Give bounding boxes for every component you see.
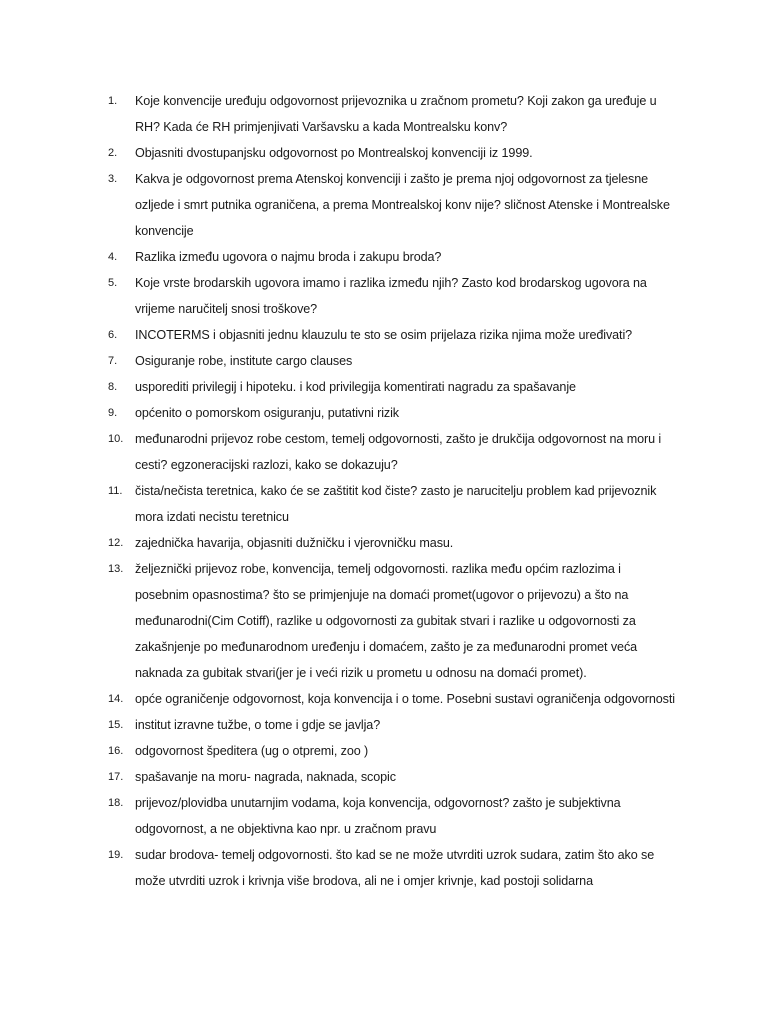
list-item <box>108 478 676 530</box>
item-number: 6. <box>108 329 118 341</box>
list-item <box>108 166 676 244</box>
item-number: 4. <box>108 251 118 263</box>
item-text: usporediti privilegij i hipoteku. i kod privilegija komentirati nagradu za spašavanje <box>135 380 576 394</box>
list-item <box>108 322 676 348</box>
item-number: 9. <box>108 407 118 419</box>
item-number: 10. <box>108 433 124 445</box>
item-text: spašavanje na moru- nagrada, naknada, scopic <box>135 770 396 784</box>
item-number: 11. <box>108 485 123 497</box>
item-number: 16. <box>108 745 124 757</box>
item-text: INCOTERMS i objasniti jednu klauzulu te sto se osim prijelaza rizika njima može uređivati? <box>135 328 633 342</box>
list-item <box>108 348 676 374</box>
item-text: institut izravne tužbe, o tome i gdje se javlja? <box>135 718 381 732</box>
item-text: međunarodni prijevoz robe cestom, temelj odgovornosti, zašto je drukčija odgovornost na moru i cesti? egzoneracijski razlozi, kako se dokazuju? <box>135 432 662 472</box>
item-text: Razlika između ugovora o najmu broda i zakupu broda? <box>135 250 442 264</box>
item-text: zajednička havarija, objasniti dužničku i vjerovničku masu. <box>135 536 454 550</box>
item-number: 15. <box>108 719 124 731</box>
item-text: sudar brodova- temelj odgovornosti. što kad se ne može utvrditi uzrok sudara, zatim što ako se može utvrditi uzrok i krivnja više brodova, ali ne i omjer krivnje, kad postoji solidarna <box>135 848 655 888</box>
item-text: Objasniti dvostupanjsku odgovornost po Montrealskoj konvenciji iz 1999. <box>135 146 533 160</box>
item-text: Osiguranje robe, institute cargo clauses <box>135 354 353 368</box>
item-text: odgovornost špeditera (ug o otpremi, zoo ) <box>135 744 369 758</box>
list-item <box>108 400 676 426</box>
list-item <box>108 738 676 764</box>
item-text: Koje konvencije uređuju odgovornost prijevoznika u zračnom prometu? Koji zakon ga uređuje u RH? Kada će RH primjenjivati Varšavsku a kada Montrealsku konv? <box>135 94 657 134</box>
item-number: 1. <box>108 95 118 107</box>
item-number: 14. <box>108 693 124 705</box>
list-item <box>108 140 676 166</box>
item-number: 2. <box>108 147 118 159</box>
item-text: Koje vrste brodarskih ugovora imamo i razlika između njih? Zasto kod brodarskog ugovora na vrijeme naručitelj snosi troškove? <box>135 276 647 316</box>
list-item <box>108 270 676 322</box>
item-number: 8. <box>108 381 118 393</box>
item-number: 3. <box>108 173 118 185</box>
item-number: 13. <box>108 563 124 575</box>
list-item <box>108 790 676 842</box>
item-number: 7. <box>108 355 118 367</box>
item-number: 17. <box>108 771 124 783</box>
list-item <box>108 88 676 140</box>
item-number: 12. <box>108 537 124 549</box>
item-text: Kakva je odgovornost prema Atenskoj konvenciji i zašto je prema njoj odgovornost za tjelesne ozljede i smrt putnika ograničena, a prema Montrealskoj konv nije? sličnost Atenske i Montrealske konvencije <box>135 172 670 238</box>
list-item <box>108 244 676 270</box>
list-item <box>108 686 676 712</box>
item-text: čista/nečista teretnica, kako će se zaštitit kod čiste? zasto je narucitelju problem kad prijevoznik mora izdati necistu teretnicu <box>135 484 657 524</box>
question-list <box>108 88 676 894</box>
list-item <box>108 374 676 400</box>
list-item <box>108 426 676 478</box>
list-item <box>108 530 676 556</box>
list-item <box>108 764 676 790</box>
item-text: općenito o pomorskom osiguranju, putativni rizik <box>135 406 399 420</box>
item-text: željeznički prijevoz robe, konvencija, temelj odgovornosti. razlika među općim razlozima i posebnim opasnostima? što se primjenjuje na domaći promet(ugovor o prijevozu) a što na međunarodni(Cim Cotiff), razlike u odgovornosti za gubitak stvari i razlike u odgovornosti za zakašnjenje po međunarodnom uređenju i domaćem, zašto je za međunarodni promet veća naknada za gubitak stvari(jer je i veći rizik u prometu u odnosu na domaći promet). <box>135 562 638 680</box>
list-item <box>108 556 676 686</box>
item-number: 19. <box>108 849 124 861</box>
item-text: opće ograničenje odgovornost, koja konvencija i o tome. Posebni sustavi ograničenja odgovornosti <box>135 692 675 706</box>
item-number: 18. <box>108 797 124 809</box>
list-item <box>108 842 676 894</box>
item-text: prijevoz/plovidba unutarnjim vodama, koja konvencija, odgovornost? zašto je subjektivna odgovornost, a ne objektivna kao npr. u zračnom pravu <box>135 796 621 836</box>
item-number: 5. <box>108 277 118 289</box>
list-item <box>108 712 676 738</box>
